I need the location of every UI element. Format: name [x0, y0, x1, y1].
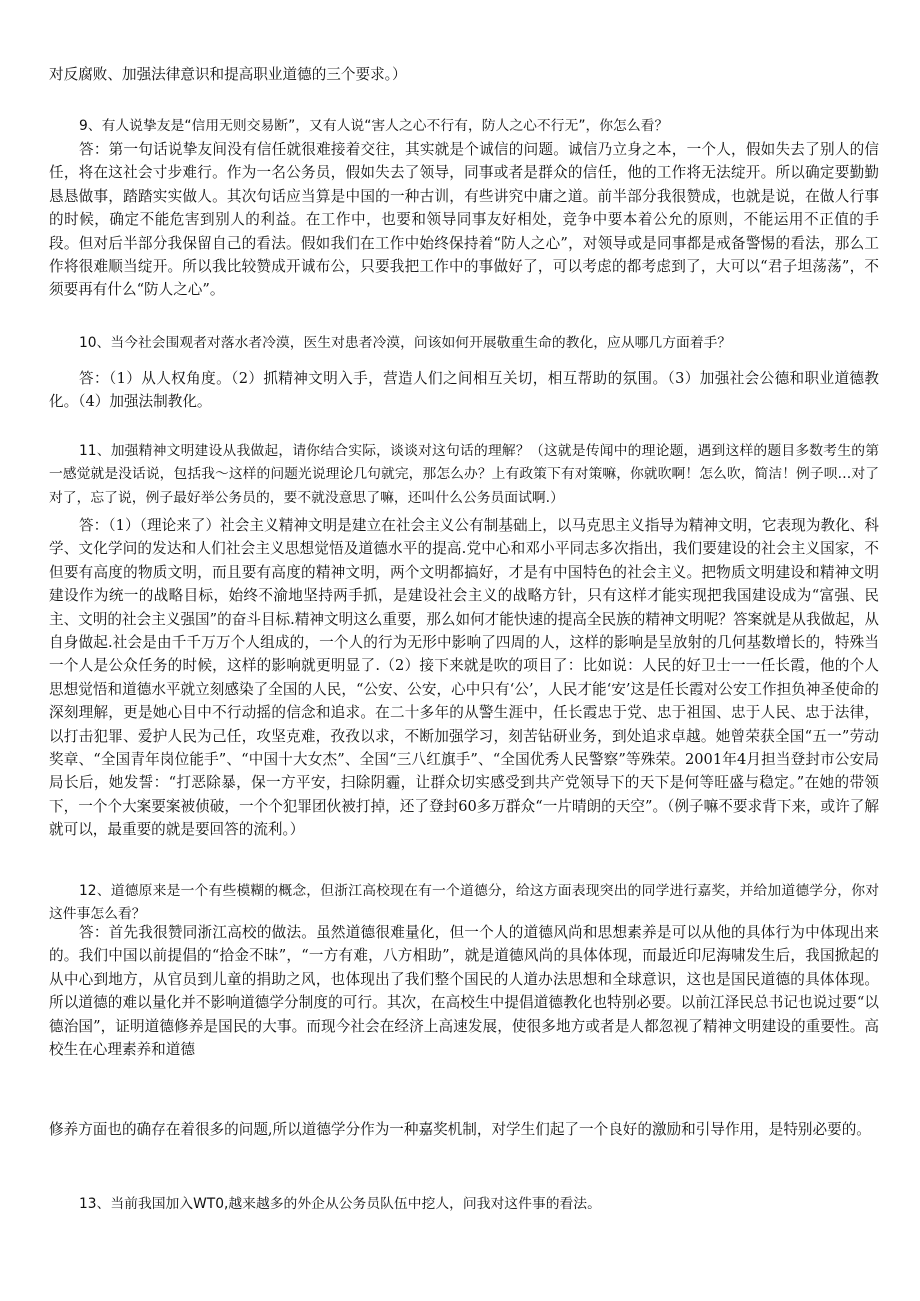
answer-11: 答：（1）（理论来了）社会主义精神文明是建立在社会主义公有制基础上，以马克思主义指导为精神文明，它表现为教化、科学、文化学问的发达和人们社会主义思想觉悟及道德水平的提高.党中心和邓小平同志多次指出，我们要建设的社会主义国家，不但要有高度的物质文明，而且要有高度的精神文明，两个文明都搞好，才是有中国特色的社会主义。把物质文明建设和精神文明建设作为统一的战略目标，始终不渝地坚持两手抓，是建设社会主义的战略方针，只有这样才能实现把我国建设成为“富强、民主、文明的社会主义强国”的奋斗目标.精神文明这么重要，那么如何才能快速的提高全民族的精神文明呢？答案就是从我做起，从自身做起.社会是由千千万万个人组成的，一个人的行为无形中影响了四周的人，这样的影响是呈放射的几何基数增长的，特殊当一个人是公众任务的时候，这样的影响就更明显了.（2）接下来就是吹的项目了：比如说：人民的好卫士一一任长霞，他的个人思想觉悟和道德水平就立刻感染了全国的人民，“公安、公安，心中只有‘公’，人民才能‘安’这是任长霞对公安工作担负神圣使命的深刻理解，更是她心目中不行动摇的信念和追求。在二十多年的从警生涯中，任长霞忠于党、忠于祖国、忠于人民、忠于法律，以打击犯罪、爱护人民为己任，攻坚克难，孜孜以求，不断加强学习，刻苦钻研业务，到处追求卓越。她曾荣获全国“五一”劳动奖章、“全国青年岗位能手”、“中国十大女杰”、全国“三八红旗手”、“全国优秀人民警察”等殊荣。2001年4月担当登封市公安局局长后，她发誓：“打恶除暴，保一方平安，扫除阴霾，让群众切实感受到共产党领导下的天下是何等旺盛与稳定。”在她的带领下，一个个大案要案被侦破，一个个犯罪团伙被打掉，还了登封60多万群众“一片晴朗的天空”。（例子嘛不要求背下来，或许了解就可以，最重要的就是要回答的流利。） — [49, 517, 879, 839]
answer-9: 答：第一句话说挚友间没有信任就很难接着交往，其实就是个诚信的问题。诚信乃立身之本，一个人，假如失去了别人的信任，将在这社会寸步难行。作为一名公务员，假如失去了领导，同事或者是群众的信任，他的工作将无法绽开。所以确定要勤勤恳恳做事，踏踏实实做人。其次句话应当算是中国的一种古训，有些讲究中庸之道。前半部分我很赞成，也就是说，在做人行事的时候，确定不能危害到别人的利益。在工作中，也要和领导同事友好相处，竞争中要本着公允的原则，不能运用不正值的手段。但对后半部分我保留自己的看法。假如我们在工作中始终保持着“防人之心”，对领导或是同事都是戒备警惕的看法，那么工作将很难顺当绽开。所以我比较赞成开诚布公，只要我把工作中的事做好了，可以考虑的都考虑到了，大可以“君子坦荡荡”，不须要再有什么“防人之心”。 — [49, 141, 879, 299]
answer-12: 答：首先我很赞同浙江高校的做法。虽然道德很难量化，但一个人的道德风尚和思想素养是可以从他的具体行为中体现出来的。我们中国以前提倡的“拾金不昧”，“一方有难，八方相助”，就是道德风尚的具体体现，而最近印尼海啸发生后，我国掀起的从中心到地方，从官员到儿童的捐助之风，也体现出了我们整个国民的人道办法思想和全球意识，这也是国民道德的具体体现。所以道德的难以量化并不影响道德学分制度的可行。其次，在高校生中提倡道德教化也特别必要。以前江泽民总书记也说过要“以德治国”，证明道德修养是国民的大事。而现今社会在经济上高速发展，使很多地方或者是人都忽视了精神文明建设的重要性。高校生在心理素养和道德 — [49, 924, 879, 1059]
question-10: 10、当今社会围观者对落水者冷漠，医生对患者冷漠，问该如何开展敬重生命的教化，应从哪几方面着手？ — [79, 335, 732, 351]
text-fragment: 对反腐败、加强法律意识和提高职业道德的三个要求。） — [49, 66, 407, 83]
answer-10: 答：（1）从人权角度。（2）抓精神文明入手，营造人们之间相互关切，相互帮助的氛围。（3）加强社会公德和职业道德教化。（4）加强法制教化。 — [49, 370, 879, 411]
question-13: 13、当前我国加入WT0,越来越多的外企从公务员队伍中挖人，问我对这件事的看法。 — [79, 1196, 601, 1212]
question-12: 12、道德原来是一个有些模糊的概念，但浙江高校现在有一个道德分，给这方面表现突出的同学进行嘉奖，并给加道德学分，你对这件事怎么看？ — [49, 883, 879, 923]
answer-12-continued: 修养方面也的确存在着很多的问题,所以道德学分作为一种嘉奖机制，对学生们起了一个良好的激励和引导作用，是特别必要的。 — [49, 1121, 871, 1138]
question-11: 11、加强精神文明建设从我做起，请你结合实际，谈谈对这句话的理解？（这就是传闻中的理论题，遇到这样的题目多数考生的第一感觉就是没话说，包括我～这样的问题光说理论几句就完，那怎么办？上有政策下有对策嘛，你就吹啊！怎么吹，简洁！例子呗…对了对了，忘了说，例子最好举公务员的，要不就没意思了嘛，还叫什么公务员面试啊.） — [49, 443, 879, 506]
question-9: 9、有人说挚友是“信用无则交易断”，又有人说“害人之心不行有，防人之心不行无”，你怎么看？ — [79, 118, 669, 134]
